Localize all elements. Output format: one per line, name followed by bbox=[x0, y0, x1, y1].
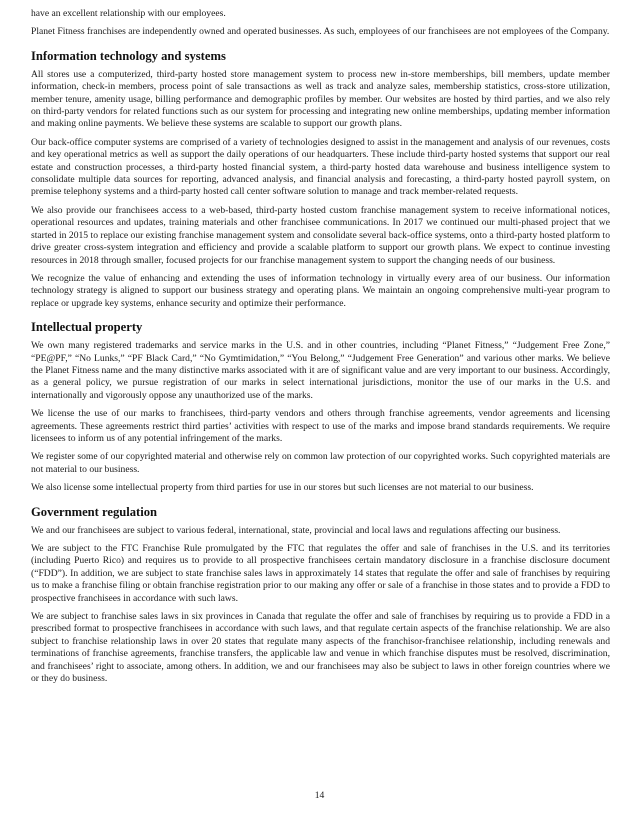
gov-paragraph-2: We are subject to the FTC Franchise Rule promulgated by the FTC that regulates the offer and sale of franchises in the U.S. and its territories (including Puerto Rico) and requires us to provide to all prospective franchisees certain mandatory disclosure in a franchise disclosure document (“FDD”). In addition, we are subject to state franchise sales laws in approximately 14 states that regulate the offer and sale of franchises by requiring us to make a franchise filing or obtain franchise registration prior to our making any offer or sale of a franchise in those states and to provide a FDD to prospective franchisees in accordance with such laws. bbox=[31, 543, 610, 604]
ip-paragraph-3: We register some of our copyrighted material and otherwise rely on common law protection of our copyrighted works. Such copyrighted materials are not material to our business. bbox=[31, 451, 610, 475]
section-heading-ip: Intellectual property bbox=[31, 320, 143, 335]
it-paragraph-1: All stores use a computerized, third-party hosted store management system to process new in-store memberships, bill members, update member information, check-in members, process point of sale transactions as well as track and analyze sales, membership statistics, cross-store utilization, member tenure, amenity usage, billing performance and demographic profiles by member. Our websites are hosted by third parties, and we also rely on third-party vendors for related functions such as our system for processing and integrating new online memberships, updating member information and making online payments. We believe these systems are scalable to support our growth plans. bbox=[31, 68, 610, 130]
ip-paragraph-1: We own many registered trademarks and service marks in the U.S. and in other countries, including “Planet Fitness,” “Judgement Free Zone,” “PE@PF,” “No Lunks,” “PF Black Card,” “No Gymtimidation,” “You Belong,” “Judgement Free Generation” and various other marks. We believe the Planet Fitness name and the many distinctive marks associated with it are of significant value and are very important to our business. Accordingly, as a general policy, we pursue registration of our marks in select international jurisdictions, monitor the use of our marks in the U.S. and internationally and vigorously oppose any unauthorized use of the marks. bbox=[31, 340, 610, 401]
intro-paragraph-1: have an excellent relationship with our employees. bbox=[31, 8, 226, 19]
document-page bbox=[31, 8, 610, 691]
section-heading-gov: Government regulation bbox=[31, 504, 158, 519]
it-paragraph-4: We recognize the value of enhancing and extending the uses of information technology in virtually every area of our business. Our information technology strategy is aligned to support our business strategy and operating plans. We maintain an ongoing comprehensive multi-year program to replace or upgrade key systems, enhance security and optimize their performance. bbox=[31, 272, 610, 309]
it-paragraph-2: Our back-office computer systems are comprised of a variety of technologies designed to assist in the management and analysis of our revenues, costs and key operational metrics as well as support the daily operations of our headquarters. These include third-party hosted systems that support our real estate and construction processes, a third-party hosted financial system, a third-party hosted data warehouse and business intelligence system to consolidate multiple data sources for reporting, advanced analysis, and financial analysis and forecasting, a third-party hosted payroll system, on premise telephony systems and a third-party hosted call center software solution to manage and track member-related requests. bbox=[31, 136, 610, 198]
it-paragraph-3: We also provide our franchisees access to a web-based, third-party hosted custom franchise management system to receive informational notices, operational resources and updates, training materials and other franchisee communications. In 2017 we continued our multi-phased project that we started in 2015 to replace our existing franchise management system and consolidate several back-office systems, onto a third-party hosted platform to drive greater cross-system integration and efficiency and provide a scalable platform to support our growth plans. We expect to continue investing resources in 2018 through smaller, focused projects for our franchise management system to support the changing needs of our business. bbox=[31, 204, 610, 266]
intro-paragraph-2: Planet Fitness franchises are independently owned and operated businesses. As such, employees of our franchisees are not employees of the Company. bbox=[31, 26, 610, 38]
gov-paragraph-1: We and our franchisees are subject to various federal, international, state, provincial and local laws and regulations affecting our business. bbox=[31, 524, 561, 536]
ip-paragraph-4: We also license some intellectual property from third parties for use in our stores but such licenses are not material to our business. bbox=[31, 482, 534, 494]
gov-paragraph-3: We are subject to franchise sales laws in six provinces in Canada that regulate the offer and sale of franchises by requiring us to provide a FDD in a prescribed format to prospective franchisees in accordance with such laws, and that regulate certain aspects of the franchise relationship. We are also subject to franchise relationship laws in over 20 states that regulate many aspects of the franchisor-franchisee relationship, including renewals and terminations of franchise agreements, franchise transfers, the applicable law and venue in which franchise disputes must be resolved, discrimination, and franchisees’ right to associate, among others. In addition, we and our franchisees may also be subject to laws in other foreign countries where we or they do business. bbox=[31, 611, 610, 685]
page-number: 14 bbox=[314, 790, 325, 801]
ip-paragraph-2: We license the use of our marks to franchisees, third-party vendors and others through franchise agreements, vendor agreements and licensing agreements. These agreements restrict third parties’ activities with respect to use of the marks and impose brand standards requirements. We require licensees to inform us of any potential infringement of the marks. bbox=[31, 408, 610, 444]
section-heading-it: Information technology and systems bbox=[31, 48, 226, 63]
